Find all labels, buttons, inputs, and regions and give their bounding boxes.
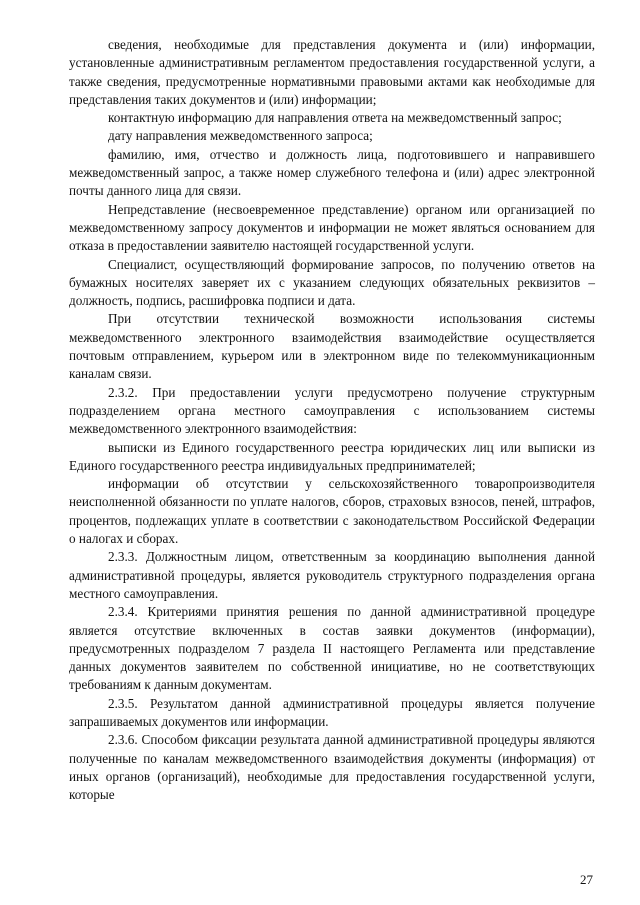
paragraph-specialist: Специалист, осуществляющий формирование запросов, по получению ответов на бумажных носителях заверяет их с указанием следующих обязательных реквизитов – должность, подпись, расшифровка подписи и дата. <box>69 256 595 309</box>
paragraph-official-name: фамилию, имя, отчество и должность лица, подготовившего и направившего межведомственный запрос, а также номер служебного телефона и (или) адрес электронной почты данного лица для связи. <box>69 146 595 199</box>
paragraph-section-2-3-6: 2.3.6. Способом фиксации результата данной административной процедуры являются полученные по каналам межведомственного взаимодействия документы (информация) от иных органов (организаций), необходимые для предоставления государственной услуги, которые <box>69 732 595 803</box>
paragraph-tax-info: информации об отсутствии у сельскохозяйственного товаропроизводителя неисполненной обязанности по уплате налогов, сборов, страховых взносов, пеней, штрафов, процентов, подлежащих уплате в соответствии с законодательством Российской Федерации о налогах и сборах. <box>69 476 595 547</box>
paragraph-request-date: дату направления межведомственного запроса; <box>108 128 373 144</box>
paragraph-section-2-3-3: 2.3.3. Должностным лицом, ответственным за координацию выполнения данной административной процедуры, является руководитель структурного подразделения органа местного самоуправления. <box>69 549 595 601</box>
paragraph-request-details: сведения, необходимые для представления документа и (или) информации, установленные административным регламентом предоставления государственной услуги, а также сведения, предусмотренные нормативными правовыми актами как необходимые для представления таких документов и (или) информации; <box>69 37 595 107</box>
page-number: 27 <box>580 872 593 887</box>
paragraph-section-2-3-2: 2.3.2. При предоставлении услуги предусмотрено получение структурным подразделением органа местного самоуправления с использованием системы межведомственного электронного взаимодействия: <box>69 384 595 437</box>
paragraph-section-2-3-5: 2.3.5. Результатом данной административной процедуры является получение запрашиваемых документов или информации. <box>69 695 595 729</box>
paragraph-section-2-3-4: 2.3.4. Критериями принятия решения по данной административной процедуре является отсутствие включенных в состав заявки документов (информации), предусмотренных подразделом 7 раздела II настоящего Регламента или представление данных документов заявителем по собственной инициативе, но не соответствующих требованиям к данным документам. <box>69 604 595 693</box>
paragraph-registry-extract: выписки из Единого государственного реестра юридических лиц или выписки из Единого государственного реестра индивидуальных предпринимателей; <box>69 439 595 473</box>
paragraph-non-submission: Непредставление (несвоевременное представление) органом или организацией по межведомственному запросу документов и информации не может являться основанием для отказа в предоставлении заявителю настоящей государственной услуги. <box>69 201 595 254</box>
paragraph-contact-info: контактную информацию для направления ответа на межведомственный запрос; <box>108 110 562 126</box>
paragraph-no-technical-means: При отсутствии технической возможности использования системы межведомственного электронного взаимодействия взаимодействие осуществляется почтовым отправлением, курьером или в электронном виде по телекоммуникационным каналам связи. <box>69 311 595 382</box>
document-body <box>69 36 595 804</box>
